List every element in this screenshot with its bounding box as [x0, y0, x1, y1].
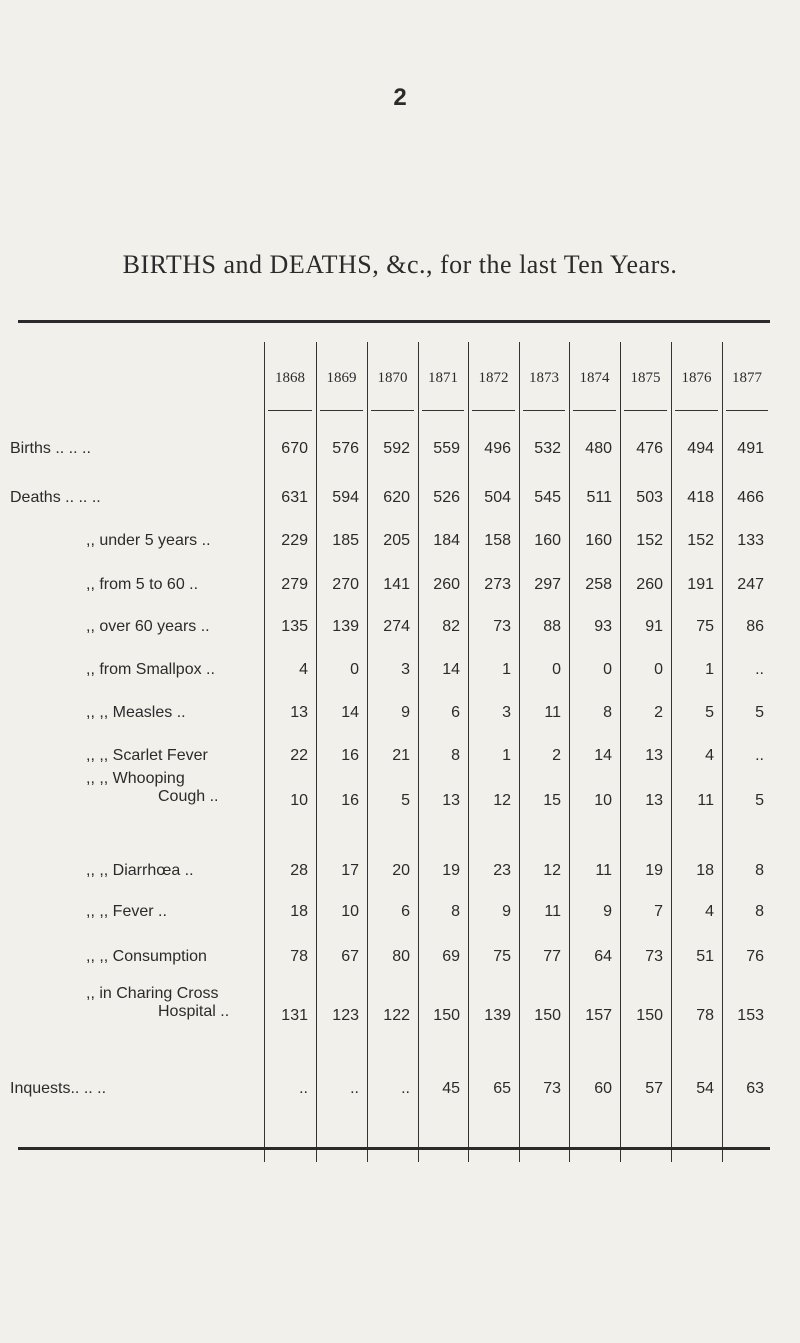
table-cell: 205: [383, 532, 410, 549]
table-cell: 620: [383, 489, 410, 506]
table-cell: 476: [636, 440, 663, 457]
table-cell: 491: [737, 440, 764, 457]
table-cell: 60: [594, 1080, 612, 1097]
table-cell: 133: [737, 532, 764, 549]
table-cell: 12: [493, 792, 511, 809]
table-cell: 152: [636, 532, 663, 549]
table-cell: 150: [534, 1007, 561, 1024]
table-cell: 20: [392, 862, 410, 879]
year-header: 1870: [377, 370, 408, 386]
row-label: [10, 1080, 106, 1098]
table-cell: 157: [585, 1007, 612, 1024]
table-cell: 76: [746, 948, 764, 965]
year-header: 1868: [275, 370, 305, 386]
row-label: [86, 903, 167, 921]
table-cell: 545: [534, 489, 561, 506]
table-cell: 191: [687, 576, 714, 593]
table-cell: 15: [543, 792, 561, 809]
row-label: [86, 661, 215, 679]
table-cell: 594: [332, 489, 359, 506]
table-cell: 19: [442, 862, 460, 879]
table-cell: 576: [332, 440, 359, 457]
table-cell: 4: [705, 903, 714, 920]
table-cell: 466: [737, 489, 764, 506]
table-cell: 73: [543, 1080, 561, 1097]
table-cell: 16: [341, 747, 359, 764]
table-cell: 78: [696, 1007, 714, 1024]
table-cell: 10: [290, 792, 308, 809]
row-label-text: Deaths .. .. ..: [10, 489, 101, 506]
table-cell: 22: [290, 747, 308, 764]
header-underline: [320, 410, 363, 411]
table-cell: 8: [755, 903, 764, 920]
year-header: 1877: [732, 370, 762, 386]
table-cell: 0: [552, 661, 561, 678]
table-cell: ..: [401, 1080, 410, 1097]
table-cell: ..: [350, 1080, 359, 1097]
table-cell: 0: [654, 661, 663, 678]
row-label-text: ,, in Charing Cross: [86, 985, 219, 1002]
table-cell: 4: [299, 661, 308, 678]
year-header: 1876: [681, 370, 712, 386]
row-label-text: ,, under 5 years ..: [86, 532, 211, 549]
row-label-text: ,, ,, Whooping: [86, 770, 185, 787]
table-cell: 2: [654, 704, 663, 721]
table-cell: 153: [737, 1007, 764, 1024]
table-cell: 23: [493, 862, 511, 879]
row-label-text: ,, ,, Diarrhœa ..: [86, 862, 194, 879]
row-label-text: ,, ,, Fever ..: [86, 903, 167, 920]
table-cell: 2: [552, 747, 561, 764]
table-cell: 19: [645, 862, 663, 879]
table-cell: 5: [755, 704, 764, 721]
table-cell: 5: [705, 704, 714, 721]
row-label-text: ,, ,, Consumption: [86, 948, 207, 965]
table-cell: 67: [341, 948, 359, 965]
table-cell: 122: [383, 1007, 410, 1024]
table-cell: 3: [502, 704, 511, 721]
table-cell: 160: [585, 532, 612, 549]
table-cell: 9: [401, 704, 410, 721]
row-label: [86, 618, 210, 636]
table-cell: 3: [401, 661, 410, 678]
table-cell: 86: [746, 618, 764, 635]
table-cell: 260: [636, 576, 663, 593]
table-cell: 260: [433, 576, 460, 593]
table-cell: 9: [603, 903, 612, 920]
table-cell: 152: [687, 532, 714, 549]
table-cell: 150: [636, 1007, 663, 1024]
table-cell: 28: [290, 862, 308, 879]
table-cell: 10: [594, 792, 612, 809]
table-cell: 8: [603, 704, 612, 721]
table-cell: 78: [290, 948, 308, 965]
header-underline: [422, 410, 464, 411]
table-cell: 51: [696, 948, 714, 965]
table-cell: 139: [332, 618, 359, 635]
year-header: 1873: [529, 370, 559, 386]
table-cell: 10: [341, 903, 359, 920]
table-cell: 496: [484, 440, 511, 457]
table-cell: 5: [401, 792, 410, 809]
row-label: [86, 985, 229, 1021]
row-label: [86, 704, 186, 722]
table-cell: 139: [484, 1007, 511, 1024]
page-title: BIRTHS and DEATHS, &c., for the last Ten Years.: [122, 250, 678, 279]
table-cell: 135: [281, 618, 308, 635]
table-cell: 494: [687, 440, 714, 457]
year-header: 1871: [428, 370, 458, 386]
header-underline: [726, 410, 768, 411]
table-cell: 7: [654, 903, 663, 920]
year-header: 1875: [630, 370, 661, 386]
header-underline: [523, 410, 565, 411]
row-label-text: Births .. .. ..: [10, 440, 91, 457]
table-cell: 247: [737, 576, 764, 593]
row-label-text: Inquests.. .. ..: [10, 1080, 107, 1097]
table-cell: 75: [696, 618, 714, 635]
table-cell: 480: [585, 440, 612, 457]
page-number: 2: [393, 84, 407, 111]
table-cell: 0: [603, 661, 612, 678]
table-cell: 631: [281, 489, 308, 506]
statistics-table: [0, 322, 800, 1147]
table-cell: 75: [493, 948, 511, 965]
table-cell: 18: [290, 903, 308, 920]
table-cell: 274: [383, 618, 410, 635]
header-underline: [675, 410, 718, 411]
table-cell: 141: [383, 576, 410, 593]
table-cell: 670: [281, 440, 308, 457]
row-label: [86, 747, 208, 765]
table-cell: 160: [534, 532, 561, 549]
row-label: [10, 440, 91, 458]
table-cell: 1: [502, 747, 511, 764]
header-underline: [472, 410, 515, 411]
table-cell: 11: [544, 903, 561, 920]
table-cell: 45: [442, 1080, 460, 1097]
table-cell: 592: [383, 440, 410, 457]
table-cell: 273: [484, 576, 511, 593]
table-cell: ..: [755, 747, 764, 764]
table-cell: 16: [341, 792, 359, 809]
row-label: [86, 862, 194, 880]
table-cell: 91: [645, 618, 663, 635]
year-header: 1874: [579, 370, 610, 386]
table-cell: 12: [543, 862, 561, 879]
row-label: [86, 770, 218, 806]
table-cell: 532: [534, 440, 561, 457]
table-cell: 279: [281, 576, 308, 593]
table-cell: 503: [636, 489, 663, 506]
table-cell: 18: [696, 862, 714, 879]
table-cell: 80: [392, 948, 410, 965]
row-label-text: ,, from 5 to 60 ..: [86, 576, 199, 593]
table-cell: 14: [594, 747, 612, 764]
table-cell: 9: [502, 903, 511, 920]
table-cell: 229: [281, 532, 308, 549]
table-cell: 6: [401, 903, 410, 920]
row-label-text: ,, from Smallpox ..: [86, 661, 215, 678]
table-cell: 185: [332, 532, 359, 549]
table-cell: 526: [433, 489, 460, 506]
table-cell: 57: [645, 1080, 663, 1097]
table-cell: 13: [645, 792, 663, 809]
year-header: 1869: [326, 370, 357, 386]
table-cell: 65: [493, 1080, 511, 1097]
table-cell: 511: [586, 489, 612, 506]
year-header: 1872: [478, 370, 509, 386]
row-label-text: ,, ,, Measles ..: [86, 704, 186, 721]
table-cell: 54: [696, 1080, 714, 1097]
table-cell: 11: [595, 862, 612, 879]
table-cell: 4: [705, 747, 714, 764]
table-cell: 158: [484, 532, 511, 549]
table-cell: 13: [645, 747, 663, 764]
row-label-text: ,, over 60 years ..: [86, 618, 210, 635]
row-label: [86, 948, 207, 966]
table-cell: 11: [697, 792, 714, 809]
table-cell: 150: [433, 1007, 460, 1024]
table-cell: 13: [442, 792, 460, 809]
row-label: [86, 576, 198, 594]
table-cell: 270: [332, 576, 359, 593]
table-cell: 123: [332, 1007, 359, 1024]
table-cell: 8: [451, 747, 460, 764]
bottom-rule: [18, 1147, 770, 1150]
table-cell: 258: [585, 576, 612, 593]
header-underline: [268, 410, 312, 411]
row-label-continuation: Hospital ..: [158, 1003, 230, 1020]
table-cell: 504: [484, 489, 511, 506]
table-cell: 73: [493, 618, 511, 635]
table-cell: 21: [392, 747, 410, 764]
table-cell: 5: [755, 792, 764, 809]
table-cell: 63: [746, 1080, 764, 1097]
table-cell: 8: [755, 862, 764, 879]
table-cell: ..: [755, 661, 764, 678]
table-cell: 8: [451, 903, 460, 920]
table-cell: 1: [502, 661, 511, 678]
table-cell: 297: [534, 576, 561, 593]
table-cell: 73: [645, 948, 663, 965]
row-label-text: ,, ,, Scarlet Fever: [86, 747, 208, 764]
header-underline: [371, 410, 414, 411]
header-underline: [624, 410, 667, 411]
table-cell: 77: [543, 948, 561, 965]
row-label-continuation: Cough ..: [158, 788, 219, 805]
table-cell: 82: [442, 618, 460, 635]
table-cell: 69: [442, 948, 460, 965]
table-cell: 11: [544, 704, 561, 721]
table-cell: 13: [290, 704, 308, 721]
table-cell: 418: [687, 489, 714, 506]
table-cell: 6: [451, 704, 460, 721]
table-cell: 93: [594, 618, 612, 635]
header-underline: [573, 410, 616, 411]
table-cell: 88: [543, 618, 561, 635]
row-label: [86, 532, 211, 550]
row-label: [10, 489, 101, 507]
table-cell: 131: [281, 1007, 308, 1024]
table-cell: 17: [341, 862, 359, 879]
table-cell: 0: [350, 661, 359, 678]
table-cell: 184: [433, 532, 460, 549]
table-cell: ..: [299, 1080, 308, 1097]
table-cell: 1: [705, 661, 714, 678]
table-cell: 559: [433, 440, 460, 457]
table-cell: 14: [341, 704, 359, 721]
table-cell: 14: [442, 661, 460, 678]
table-cell: 64: [594, 948, 612, 965]
